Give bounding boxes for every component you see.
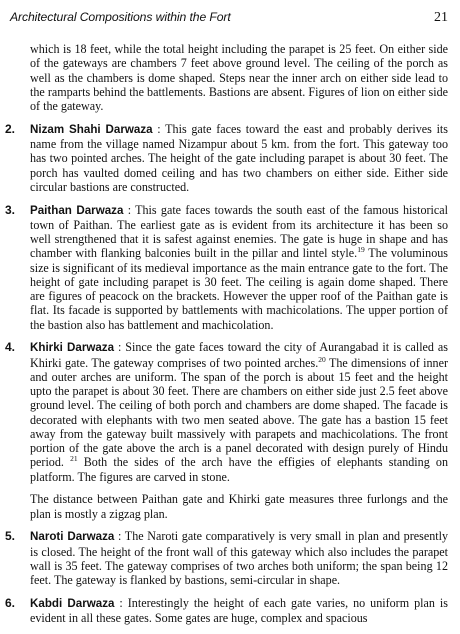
item-text: Both the sides of the arch have the effigies of elephants standing on platform. The figures are carved in stone. xyxy=(30,455,448,484)
item-text: : The Naroti gate comparatively is very small in plan and presently is closed. The height of the front wall of this gateway which also includes the parapet wall is 35 feet. The gateway comprises of two arches both uniform; the span being 12 feet. The gateway is flanked by bastions, semi-circular in shape. xyxy=(30,529,449,587)
footnote-ref: 21 xyxy=(70,454,78,464)
page-number: 21 xyxy=(434,10,448,25)
item-number: 6. xyxy=(5,595,16,610)
item-text: : Since the gate faces toward the city of Aurangabad it is called as Khirki gate. The gateway comprises of two pointed arches. xyxy=(30,340,448,370)
intro-paragraph: which is 18 feet, while the total height including the parapet is 25 feet. On either side of the gateways are chambers 7 feet above ground level. The ceiling of the porch as well as the chambers is dome shaped. Steps near the inner arch on either side lead to the ramparts behind the battlements. Bastions are absent. Figures of lion on either side of the gateway. xyxy=(30,42,448,113)
item-number: 4. xyxy=(5,340,16,355)
item-heading: Kabdi Darwaza xyxy=(30,596,115,610)
item-number: 5. xyxy=(5,529,16,544)
item-heading: Naroti Darwaza xyxy=(30,530,115,544)
list-item-nizam-shahi xyxy=(5,121,448,194)
item-text: : This gate faces toward the east and probably derives its name from the village named Nizampur about 5 km. from the fort. This gateway too has two pointed arches. The height of the gate including parapet is about 30 feet. The porch has vaulted domed ceiling and has two chambers on either side. Either side circular bastions are constructed. xyxy=(30,121,448,194)
list-item-paithan xyxy=(5,202,448,332)
middle-paragraph: The distance between Paithan gate and Khirki gate measures three furlongs and the plan is mostly a zigzag plan. xyxy=(30,492,448,521)
chapter-title: Architectural Compositions within the Fort xyxy=(10,10,231,24)
list-item-naroti xyxy=(5,529,449,587)
item-heading: Paithan Darwaza xyxy=(30,203,124,217)
item-text: The voluminous size is significant of its medieval importance as the main entrance gate to the fort. The height of gate including parapet is 30 feet. The ceiling is again dome shaped. There are figures of peacock on the brackets. However the upper roof of the Paithan gate is flat. Its facade is supported by battlements with machicolations. The upper portion of the bastion also has battlement and machicolation. xyxy=(30,246,448,332)
item-text: : This gate faces towards the south east of the famous historical town of Paithan. The earliest gate as is evident from its architecture it has been so well strengthened that it is safest against enemies. The gate is huge in shape and has chamber with flanking balconies built in the pillar and lintel style. xyxy=(30,202,448,261)
item-number: 3. xyxy=(5,202,16,217)
item-heading: Nizam Shahi Darwaza xyxy=(30,122,153,136)
item-text: : Interestingly the height of each gate varies, no uniform plan is evident in all these gates. Some gates are huge, complex and spacious xyxy=(30,595,448,625)
item-number: 2. xyxy=(5,121,16,136)
item-text: The dimensions of inner and outer arches are uniform. The span of the porch is about 15 feet and the height upto the parapet is about 30 feet. There are chambers on either side just 2.5 feet above ground level. The ceiling of both porch and chambers are dome shaped. The facade is decorated with elephants with two men seated above. The gate has a bastion 15 feet away from the gateway built massively with parapets and machicolations. The front portion of the gate above the arch is a panel decorated with design purely of Hindu period. xyxy=(30,355,448,470)
footnote-ref: 20 xyxy=(318,354,326,364)
item-heading: Khirki Darwaza xyxy=(30,341,115,355)
page-body xyxy=(5,42,449,634)
footnote-ref: 19 xyxy=(357,245,365,255)
running-header xyxy=(10,10,450,30)
list-item-khirki xyxy=(5,340,448,484)
